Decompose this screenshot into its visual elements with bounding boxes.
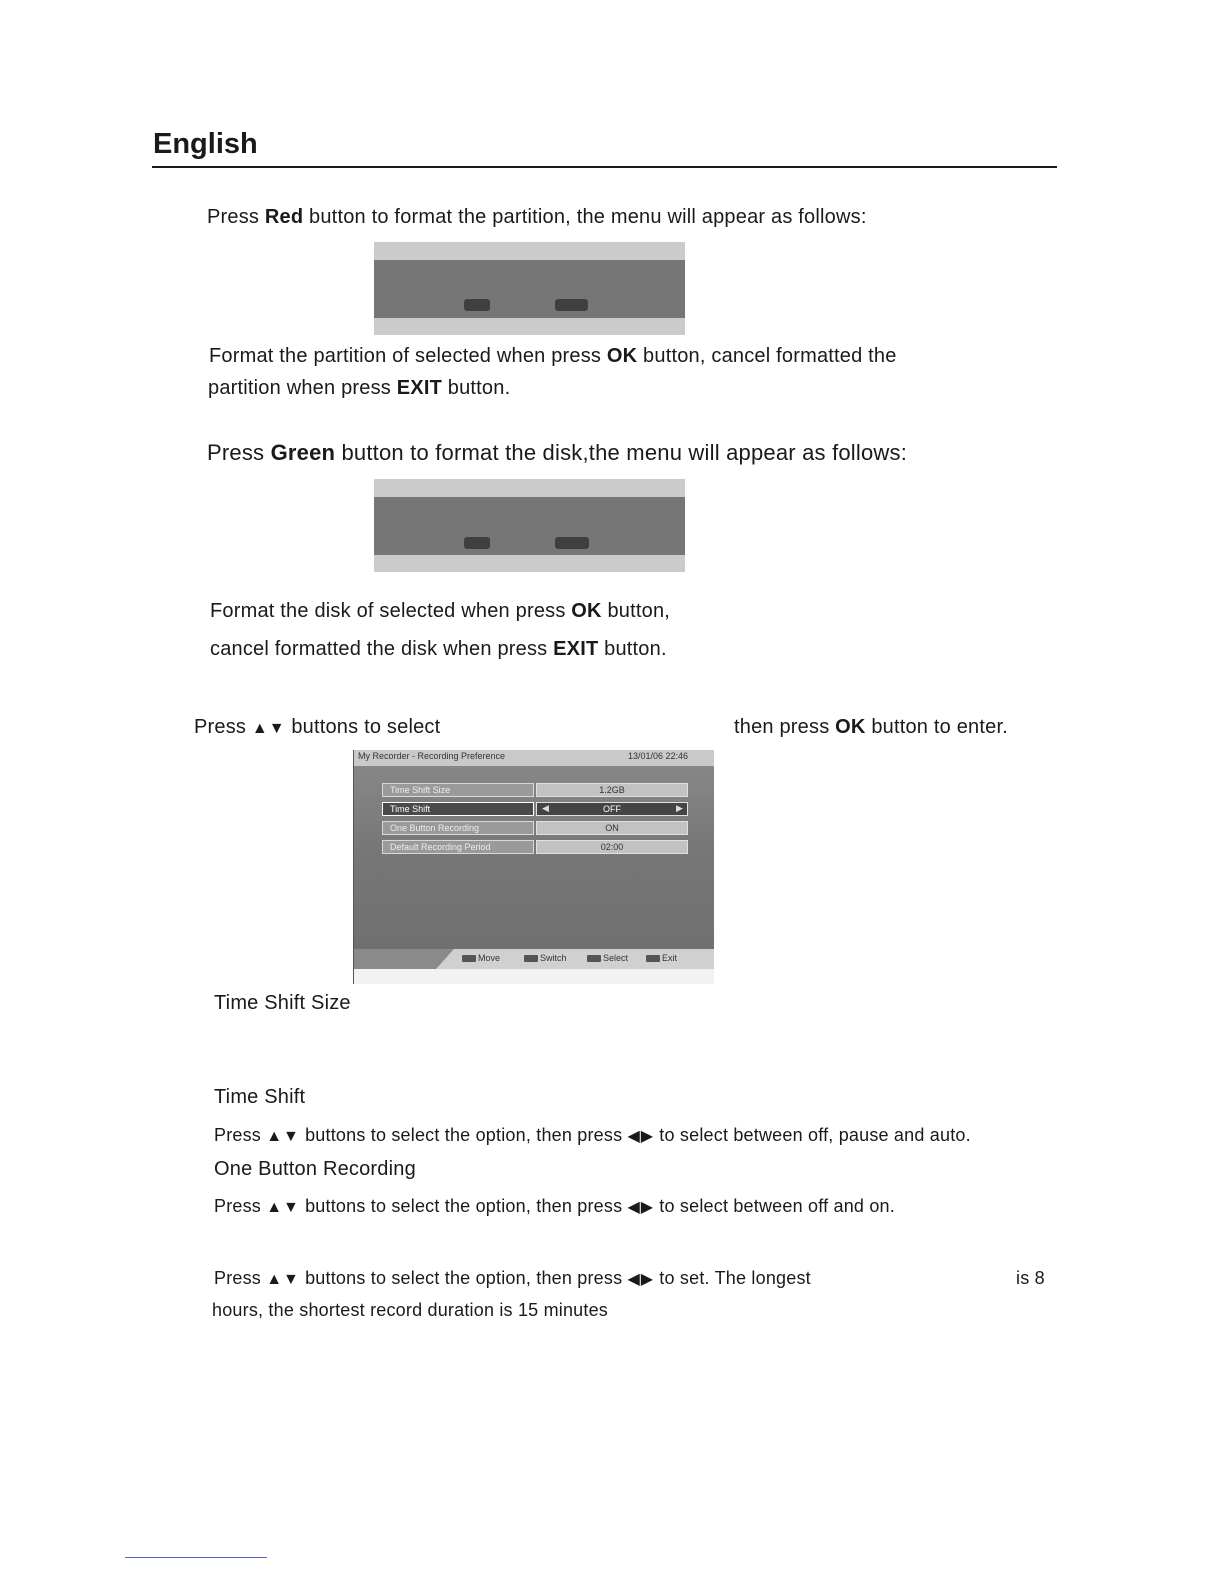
- dialog-ok-button[interactable]: [464, 537, 490, 549]
- section-one-button-recording: One Button Recording: [214, 1158, 416, 1180]
- footer-switch-label: Switch: [540, 953, 567, 963]
- key-ok: OK: [835, 716, 866, 738]
- select-preference-text: [194, 716, 440, 739]
- footer-move-label: Move: [478, 953, 501, 963]
- default-period-description-tail: is 8: [1016, 1268, 1045, 1288]
- footer-exit-label: Exit: [662, 953, 678, 963]
- default-period-description-line2: hours, the shortest record duration is 15 minutes: [212, 1300, 609, 1320]
- heading-rule: [152, 166, 1057, 168]
- key-exit: EXIT: [396, 377, 443, 399]
- menu-row-default-recording-period[interactable]: [382, 840, 688, 854]
- key-red: Red: [264, 206, 304, 228]
- text: Format the disk of selected when press: [210, 600, 572, 622]
- switch-key-icon: [524, 955, 538, 962]
- text: Press: [214, 1125, 267, 1145]
- text: button,: [601, 600, 671, 622]
- format-disk-dialog: [374, 479, 685, 572]
- menu-row-value: ON: [536, 821, 688, 835]
- left-right-arrows-icon: ◀▶: [627, 1199, 655, 1216]
- key-exit: EXIT: [553, 638, 599, 660]
- text: buttons to select the option, then press: [299, 1125, 628, 1145]
- text: button.: [442, 377, 511, 399]
- menu-row-label: Default Recording Period: [382, 840, 534, 854]
- time-shift-description: [214, 1125, 971, 1146]
- screen-title: My Recorder - Recording Preference: [358, 751, 506, 761]
- section-time-shift-size: Time Shift Size: [214, 992, 351, 1014]
- green-button-instruction: [207, 440, 907, 466]
- menu-row-value: 1.2GB: [536, 783, 688, 797]
- text: buttons to select the option, then press: [299, 1196, 628, 1216]
- text: Format the partition of selected when press: [209, 345, 607, 367]
- text: Press: [214, 1268, 267, 1288]
- menu-key-icon: [646, 955, 660, 962]
- partition-confirm-text-line2: [208, 377, 510, 400]
- key-green: Green: [270, 440, 336, 465]
- text: Press: [207, 440, 271, 465]
- menu-row-value: OFF: [536, 802, 688, 816]
- text: button to format the partition, the menu will appear as follows:: [303, 206, 867, 228]
- format-partition-dialog: [374, 242, 685, 335]
- text: Press: [214, 1196, 267, 1216]
- screen-title-bar: [354, 750, 714, 766]
- text: to select between off, pause and auto.: [654, 1125, 971, 1145]
- menu-row-label: One Button Recording: [382, 821, 534, 835]
- text: Press: [194, 716, 252, 738]
- text: Press: [207, 206, 265, 228]
- disk-confirm-text-line2: [210, 638, 667, 661]
- footer-link-underline: [125, 1557, 267, 1558]
- page-heading: English: [153, 128, 258, 160]
- menu-row-time-shift-size[interactable]: [382, 783, 688, 797]
- footer-select-label: Select: [603, 953, 629, 963]
- text: cancel formatted the disk when press: [210, 638, 554, 660]
- menu-row-value: 02:00: [536, 840, 688, 854]
- menu-row-one-button-recording[interactable]: [382, 821, 688, 835]
- partition-confirm-text-line1: [209, 345, 897, 368]
- up-down-arrows-icon: ▲▼: [266, 1199, 300, 1216]
- footer-switch: [524, 953, 567, 963]
- text: button, cancel formatted the: [637, 345, 897, 367]
- text: partition when press: [208, 377, 397, 399]
- text: then press: [734, 716, 836, 738]
- left-right-arrows-icon: ◀▶: [627, 1128, 655, 1145]
- screen-bottom-strip: [354, 969, 714, 984]
- move-key-icon: [462, 955, 476, 962]
- up-down-arrows-icon: ▲▼: [251, 720, 286, 737]
- default-period-description-line1: [214, 1268, 811, 1289]
- footer-move: [462, 953, 500, 963]
- dialog-band: [374, 497, 685, 555]
- up-down-arrows-icon: ▲▼: [266, 1271, 300, 1288]
- disk-confirm-text-line1: [210, 600, 670, 623]
- menu-row-label: Time Shift: [382, 802, 534, 816]
- menu-row-time-shift[interactable]: [382, 802, 688, 816]
- recording-preference-screen: [353, 750, 714, 984]
- dialog-ok-button[interactable]: [464, 299, 490, 311]
- key-ok: OK: [606, 345, 638, 367]
- text: button to enter.: [865, 716, 1008, 738]
- dialog-cancel-button[interactable]: [555, 299, 588, 311]
- text: button to format the disk,the menu will appear as follows:: [335, 440, 908, 465]
- text: to select between off and on.: [654, 1196, 895, 1216]
- section-time-shift: Time Shift: [214, 1086, 306, 1108]
- key-ok: OK: [571, 600, 602, 622]
- right-arrow-icon[interactable]: ▶: [676, 803, 683, 813]
- dialog-band: [374, 260, 685, 318]
- footer-exit: [646, 953, 677, 963]
- text: buttons to select the option, then press: [299, 1268, 628, 1288]
- menu-row-label: Time Shift Size: [382, 783, 534, 797]
- up-down-arrows-icon: ▲▼: [266, 1128, 300, 1145]
- red-button-instruction: [207, 206, 867, 229]
- text: buttons to select: [285, 716, 441, 738]
- enter-preference-text: [734, 716, 1008, 739]
- text: button.: [598, 638, 667, 660]
- left-right-arrows-icon: ◀▶: [627, 1271, 655, 1288]
- screen-datetime: 13/01/06 22:46: [628, 751, 689, 761]
- text: to set. The longest: [654, 1268, 811, 1288]
- left-arrow-icon[interactable]: ◀: [542, 803, 549, 813]
- enter-key-icon: [587, 955, 601, 962]
- footer-select: [587, 953, 628, 963]
- one-button-description: [214, 1196, 895, 1217]
- dialog-cancel-button[interactable]: [555, 537, 589, 549]
